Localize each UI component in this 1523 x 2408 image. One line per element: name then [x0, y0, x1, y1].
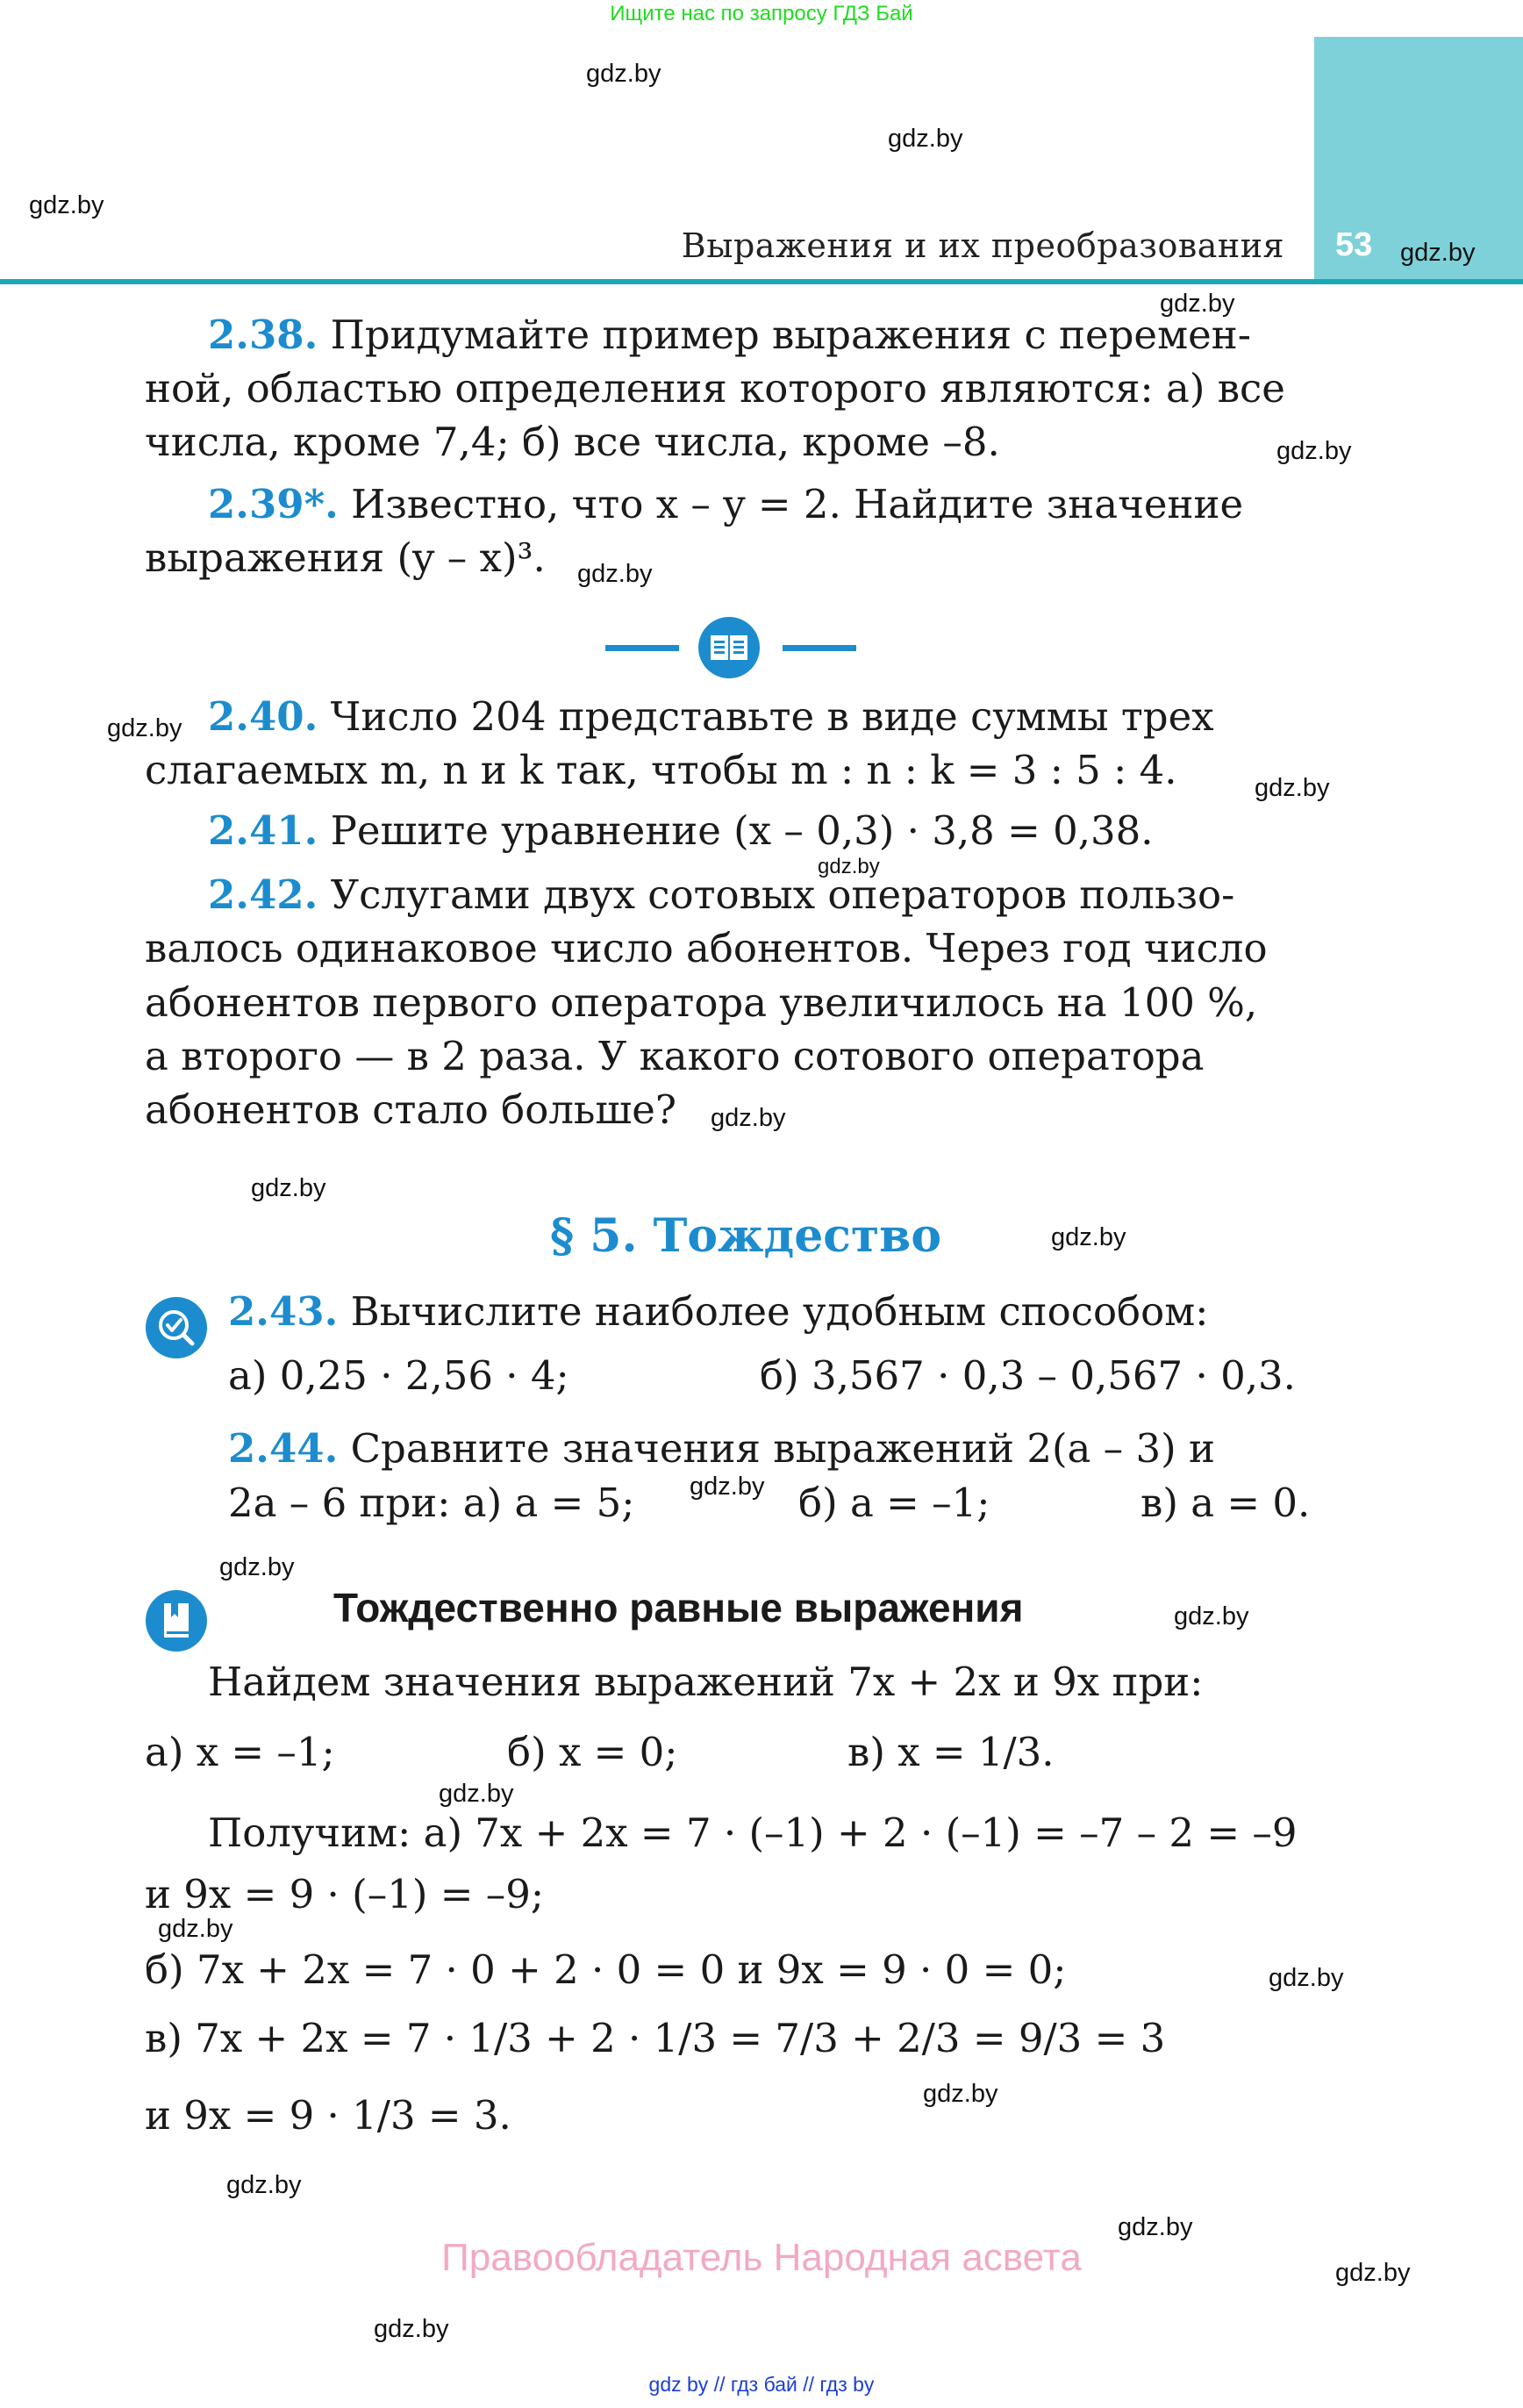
exercise-number: 2.41. [208, 807, 318, 854]
watermark: gdz.by [1160, 290, 1235, 318]
page-number: 53 [1335, 226, 1373, 263]
watermark: gdz.by [29, 191, 104, 219]
open-book-icon [698, 617, 760, 678]
watermark: gdz.by [251, 1174, 326, 1202]
watermark: gdz.by [1269, 1964, 1344, 1992]
watermark: gdz.by [219, 1553, 295, 1581]
exercise-text: Известно, что x – y = 2. Найдите значение [351, 481, 1244, 527]
exercise-text-line: выражения (y – x)³. [145, 534, 546, 581]
exercise-number: 2.42. [208, 871, 318, 918]
watermark: gdz.by [1276, 437, 1352, 465]
exercise-part-a: 2a – 6 при: а) a = 5; [228, 1480, 635, 1526]
watermark: gdz.by [226, 2171, 302, 2199]
theory-intro: Найдем значения выражений 7x + 2x и 9x при: [208, 1659, 1204, 1705]
theory-case-b: б) x = 0; [507, 1729, 678, 1775]
exercise-text-line: валось одинаковое число абонентов. Через год число [145, 925, 1268, 971]
watermark: gdz.by [888, 125, 963, 153]
bookmark-book-icon [146, 1590, 207, 1652]
watermark: gdz.by [158, 1915, 233, 1943]
exercise-text-line: слагаемых m, n и k так, чтобы m : n : k = 3 : 5 : 4. [145, 747, 1177, 793]
exercise-text: Число 204 представьте в виде суммы трех [330, 693, 1214, 740]
watermark: gdz.by [374, 2315, 449, 2343]
exercise-2-40 [208, 693, 1214, 740]
theory-solution-line: и 9x = 9 · 1/3 = 3. [145, 2092, 511, 2139]
theory-case-a: а) x = –1; [145, 1729, 335, 1775]
exercise-2-43 [228, 1288, 1208, 1335]
exercise-text-line: а второго — в 2 раза. У какого сотового оператора [145, 1033, 1205, 1079]
exercise-part-b: б) 3,567 · 0,3 – 0,567 · 0,3. [760, 1352, 1296, 1399]
exercise-part-b: б) a = –1; [798, 1480, 990, 1526]
watermark: gdz.by [818, 855, 880, 878]
exercise-2-38 [208, 312, 1251, 358]
exercise-2-39 [208, 481, 1243, 527]
theory-solution-line: б) 7x + 2x = 7 · 0 + 2 · 0 = 0 и 9x = 9 · 0 = 0; [145, 1946, 1067, 1993]
exercise-number: 2.39*. [208, 481, 339, 527]
exercise-text-line: ной, областью определения которого являются: а) все [145, 365, 1285, 412]
exercise-2-42 [208, 871, 1234, 918]
exercise-number: 2.44. [228, 1425, 339, 1472]
watermark: gdz.by [690, 1473, 765, 1501]
watermark: gdz.by [1335, 2259, 1411, 2287]
top-banner: Ищите нас по запросу ГДЗ Бай [610, 2, 913, 25]
theory-solution-line: в) 7x + 2x = 7 · 1/3 + 2 · 1/3 = 7/3 + 2/3 = 9/3 = 3 [145, 2015, 1166, 2061]
watermark: gdz.by [1255, 774, 1330, 802]
watermark: gdz.by [577, 560, 653, 588]
exercise-number: 2.43. [228, 1288, 339, 1335]
subheading: Тождественно равные выражения [333, 1585, 1024, 1630]
exercise-text-line: абонентов первого оператора увеличилось на 100 %, [145, 979, 1258, 1026]
divider-left [605, 645, 679, 651]
divider-right [783, 645, 856, 651]
watermark: gdz.by [1118, 2213, 1193, 2241]
exercise-number: 2.38. [208, 312, 318, 358]
watermark: gdz.by [711, 1104, 786, 1132]
watermark: gdz.by [923, 2080, 998, 2108]
exercise-2-44 [228, 1425, 1215, 1472]
watermark: gdz.by [586, 60, 661, 88]
watermark: gdz.by [1051, 1223, 1126, 1251]
exercise-text: Вычислите наиболее удобным способом: [350, 1288, 1209, 1335]
exercise-text-line: абонентов стало больше? [145, 1086, 677, 1133]
running-title: Выражения и их преобразования [681, 226, 1284, 265]
magnifier-check-icon [146, 1297, 207, 1358]
exercise-part-a: а) 0,25 · 2,56 · 4; [228, 1352, 569, 1399]
exercise-2-41 [208, 807, 1154, 854]
exercise-part-c: в) a = 0. [1140, 1480, 1311, 1526]
watermark: gdz.by [1174, 1602, 1249, 1630]
watermark: gdz.by [439, 1780, 514, 1808]
exercise-number: 2.40. [208, 693, 318, 740]
theory-solution-line: и 9x = 9 · (–1) = –9; [145, 1871, 545, 1917]
exercise-text: Услугами двух сотовых операторов пользо- [330, 871, 1235, 918]
copyright-notice: Правообладатель Народная асвета [441, 2236, 1082, 2279]
watermark: gdz.by [107, 714, 182, 742]
theory-case-c: в) x = 1/3. [847, 1729, 1055, 1775]
exercise-text-line: числа, кроме 7,4; б) все числа, кроме –8. [145, 419, 1000, 465]
theory-solution-line: Получим: а) 7x + 2x = 7 · (–1) + 2 · (–1) = –7 – 2 = –9 [208, 1810, 1298, 1856]
exercise-text: Решите уравнение (x – 0,3) · 3,8 = 0,38. [330, 807, 1154, 854]
exercise-text: Сравните значения выражений 2(a – 3) и [350, 1425, 1215, 1472]
bottom-banner: gdz by // гдз бай // гдз by [648, 2373, 875, 2396]
section-title: § 5. Тождество [549, 1209, 941, 1263]
watermark: gdz.by [1400, 239, 1476, 267]
exercise-text: Придумайте пример выражения с перемен- [330, 312, 1251, 358]
header-rule [0, 279, 1523, 284]
